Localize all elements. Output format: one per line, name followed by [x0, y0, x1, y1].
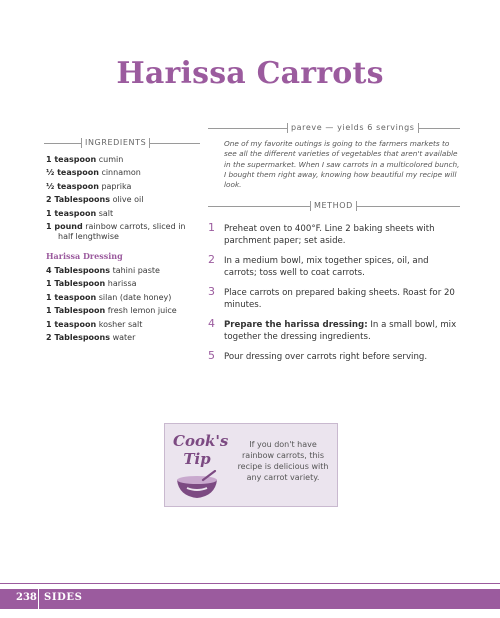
ingredient-name: olive oil	[112, 195, 144, 205]
cooks-tip-title-line2: Tip	[183, 450, 211, 468]
ingredient-item	[46, 306, 196, 316]
ingredient-quantity: 2 Tablespoons	[46, 195, 111, 205]
method-label: METHOD	[310, 201, 357, 211]
ingredients-label: INGREDIENTS	[81, 138, 150, 148]
mixing-bowl-icon	[173, 470, 221, 500]
footer-divider	[38, 589, 39, 609]
ingredient-quantity: 1 Tablespoon	[46, 306, 106, 316]
ingredient-item	[46, 168, 196, 178]
ingredient-quantity: 1 Tablespoon	[46, 279, 106, 289]
step-number: 2	[208, 253, 215, 266]
ingredient-quantity: 4 Tablespoons	[46, 265, 111, 275]
step-number: 4	[208, 317, 215, 330]
ingredient-quantity: 1 teaspoon	[46, 208, 97, 218]
step-text: Preheat oven to 400°F. Line 2 baking sheets with parchment paper; set aside.	[224, 224, 435, 246]
cooks-tip-text: If you don't have rainbow carrots, this recipe is delicious with any carrot variety.	[237, 440, 329, 482]
method-step	[208, 351, 460, 363]
ingredient-name: rainbow carrots, sliced in	[85, 221, 186, 231]
ingredient-quantity: 1 teaspoon	[46, 155, 97, 164]
step-text: In a medium bowl, mix together spices, oil, and carrots; toss well to coat carrots.	[224, 256, 429, 278]
section-name: SIDES	[44, 592, 83, 603]
ingredient-item	[46, 333, 196, 343]
dressing-heading: Harissa Dressing	[46, 250, 123, 261]
method-step	[208, 223, 460, 247]
ingredient-name: fresh lemon juice	[107, 306, 177, 316]
method-step	[208, 319, 460, 343]
ingredient-name: cinnamon	[101, 168, 141, 178]
ingredient-quantity: 1 teaspoon	[46, 292, 97, 302]
ingredient-name-continued: half lengthwise	[58, 231, 119, 241]
method-steps	[208, 223, 460, 371]
ingredient-item	[46, 222, 196, 242]
page-footer	[0, 589, 500, 609]
ingredient-name: silan (date honey)	[98, 292, 172, 302]
step-text: Place carrots on prepared baking sheets. Roast for 20 minutes.	[224, 288, 455, 310]
footer-rule	[0, 583, 500, 584]
yield-label: pareve — yields 6 servings	[287, 123, 419, 133]
ingredient-name: salt	[98, 208, 114, 218]
ingredient-quantity: ½ teaspoon	[46, 168, 99, 178]
ingredient-quantity: ½ teaspoon	[46, 181, 99, 191]
step-text: In a small bowl, mix together the dressing ingredients.	[224, 320, 457, 342]
method-step	[208, 287, 460, 311]
method-step	[208, 255, 460, 279]
ingredient-name: kosher salt	[98, 319, 143, 329]
step-number: 1	[208, 221, 215, 234]
ingredient-item	[46, 320, 196, 330]
ingredient-name: harissa	[107, 279, 137, 289]
cooks-tip-box	[164, 423, 338, 507]
ingredients-list	[46, 155, 196, 346]
recipe-intro: One of my favorite outings is going to the farmers markets to see all the different varieties of vegetables that aren't available in the supermarket. When I saw carrots in a multicolored bunch, I bought them right away, knowing how beautiful my recipe will look.	[224, 139, 460, 190]
ingredient-item	[46, 266, 196, 276]
ingredient-item	[46, 209, 196, 219]
ingredient-item	[46, 195, 196, 205]
step-text: Pour dressing over carrots right before serving.	[224, 352, 428, 362]
ingredient-quantity: 1 teaspoon	[46, 319, 97, 329]
ingredient-name: water	[112, 332, 136, 342]
ingredient-quantity: 2 Tablespoons	[46, 332, 111, 342]
ingredient-item	[46, 182, 196, 192]
ingredient-name: paprika	[101, 181, 132, 191]
cooks-tip-title	[173, 432, 229, 468]
step-bold-lead: Prepare the harissa dressing:	[224, 320, 368, 330]
ingredient-quantity: 1 pound	[46, 221, 83, 231]
page-number: 238	[16, 592, 37, 603]
step-number: 5	[208, 349, 215, 362]
step-number: 3	[208, 285, 215, 298]
ingredient-name: tahini paste	[112, 265, 160, 275]
ingredient-name: cumin	[98, 155, 124, 164]
ingredient-item	[46, 155, 196, 165]
ingredient-item	[46, 293, 196, 303]
ingredient-item	[46, 279, 196, 289]
page-title: Harissa Carrots	[116, 56, 384, 91]
cooks-tip-title-line1: Cook's	[173, 432, 229, 450]
